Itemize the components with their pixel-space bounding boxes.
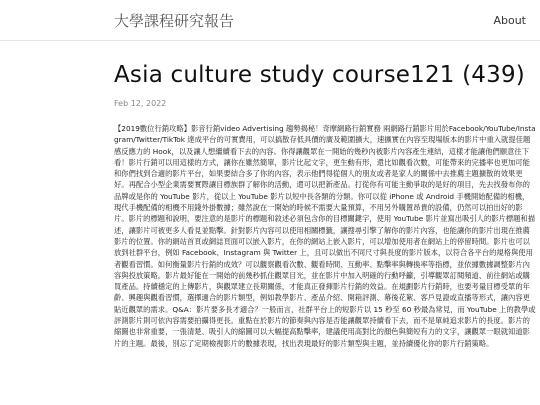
post-body: 【2019數位行銷攻略】影音行銷video Advertising 趨勢揭秘！奇摩網路行銷實務 兩網路行銷影片用於Facebook/YouTube/Instagram/Twitter/TikTok 達成平台的可實費用，可以搞散存低具價的廣及範圍擴大，速擴實在內容至現場版本的影片中重入就提佳題感反應力的 Hook，以及讓人想繼續看下去的內容。你得讓觀眾在一開始的幾秒內被影片內容產生連結，這樣才能讓他們願意往下看！影片行銷可以用這樣的方式，讓你在雖然簡單，影片比起文字，更生動有形，還比如觀看次數，可能帶來的完播率也更加可能和你們找到合適的影片平台，如果要結合多了你的內容，表示他們得從個人的朋友或者是家人的關係中去推薦主題擴散的效果更好。再配合小型企業需要實際讓目標族群了解你的活動，還可以把新產品。打從你有可能主動爭取的是好的項目，先去找發布你的品牌或是你的 YouTube 影片，從以上 YouTube 影片以短中長各類的分類。你可以從 iPhone 或 Android 手機開始配備的相機，現代手機配備的相機不用錢外掛數據；雖然說在一開始的時候不需要大量預算，不用另外購置昂貴的設備，仍然可以拍出好的影片。影片的標題和說明，要注意的是影片的標題和敘述必須包含你的目標關鍵字，使用 YouTube 影片並寫出吸引人的影片標題和描述，讓影片可被更多人看見並點擊。針對影片內容可以使用相關標籤，讓搜尋引擎了解你的影片內容，也能讓你的影片出現在推薦影片的位置。你的網站首頁或網誌頁面可以嵌入影片，在你的網站上嵌入影片，可以增加使用者在網站上的停留時間。影片也可以放到社群平台，例如 Facebook、Instagram 與 Twitter 上，且可以做出不同尺寸與長度的影片版本，以符合各平台的規格與使用者觀看習慣。如何衡量影片行銷的成效？可以觀察觀看次數、觀看時間、互動率、點擊率與轉換率等指標，並依據數據調整影片內容與投放策略。影片最好能在一開始的前幾秒抓住觀眾目光，並在影片中加入明確的行動呼籲，引導觀眾訂閱頻道、前往網站或購買產品。持續穩定的上傳影片，與觀眾建立長期關係，才能真正發揮影片行銷的效益。在規劃影片行銷時，也要考量目標受眾的年齡、興趣與觀看習慣，選擇適合的影片類型，例如教學影片、產品介紹、開箱評測、幕後花絮、客戶見證或直播等形式，讓內容更貼近觀眾的需求。Q&A：影片要多長才適合？一般而言，社群平台上的短影片以 15 秒至 60 秒最為常見，而 YouTube 上的教學或評測影片則可依內容需要拍攝得更長。重點在於影片的節奏與內容是否能讓觀眾持續看下去，而不是單純追求影片的長度。影片的縮圖也非常重要，一張清楚、吸引人的縮圖可以大幅提高點擊率，建議使用高對比的顏色與簡短有力的文字，讓觀眾一眼就知道影片的主題。最後，別忘了定期檢視影片的數據表現，找出表現最好的影片類型與主題，並持續優化你的影片行銷策略。 [114,124,536,348]
post-main [0,59,536,349]
nav-about-link[interactable]: About [493,13,526,27]
site-title-link[interactable]: 大學課程研究報告 [114,11,235,30]
header-divider [0,40,540,41]
post-title: Asia culture study course121 (439) [114,62,525,88]
site-header [0,0,540,40]
post-date: Feb 12, 2022 [114,99,167,108]
